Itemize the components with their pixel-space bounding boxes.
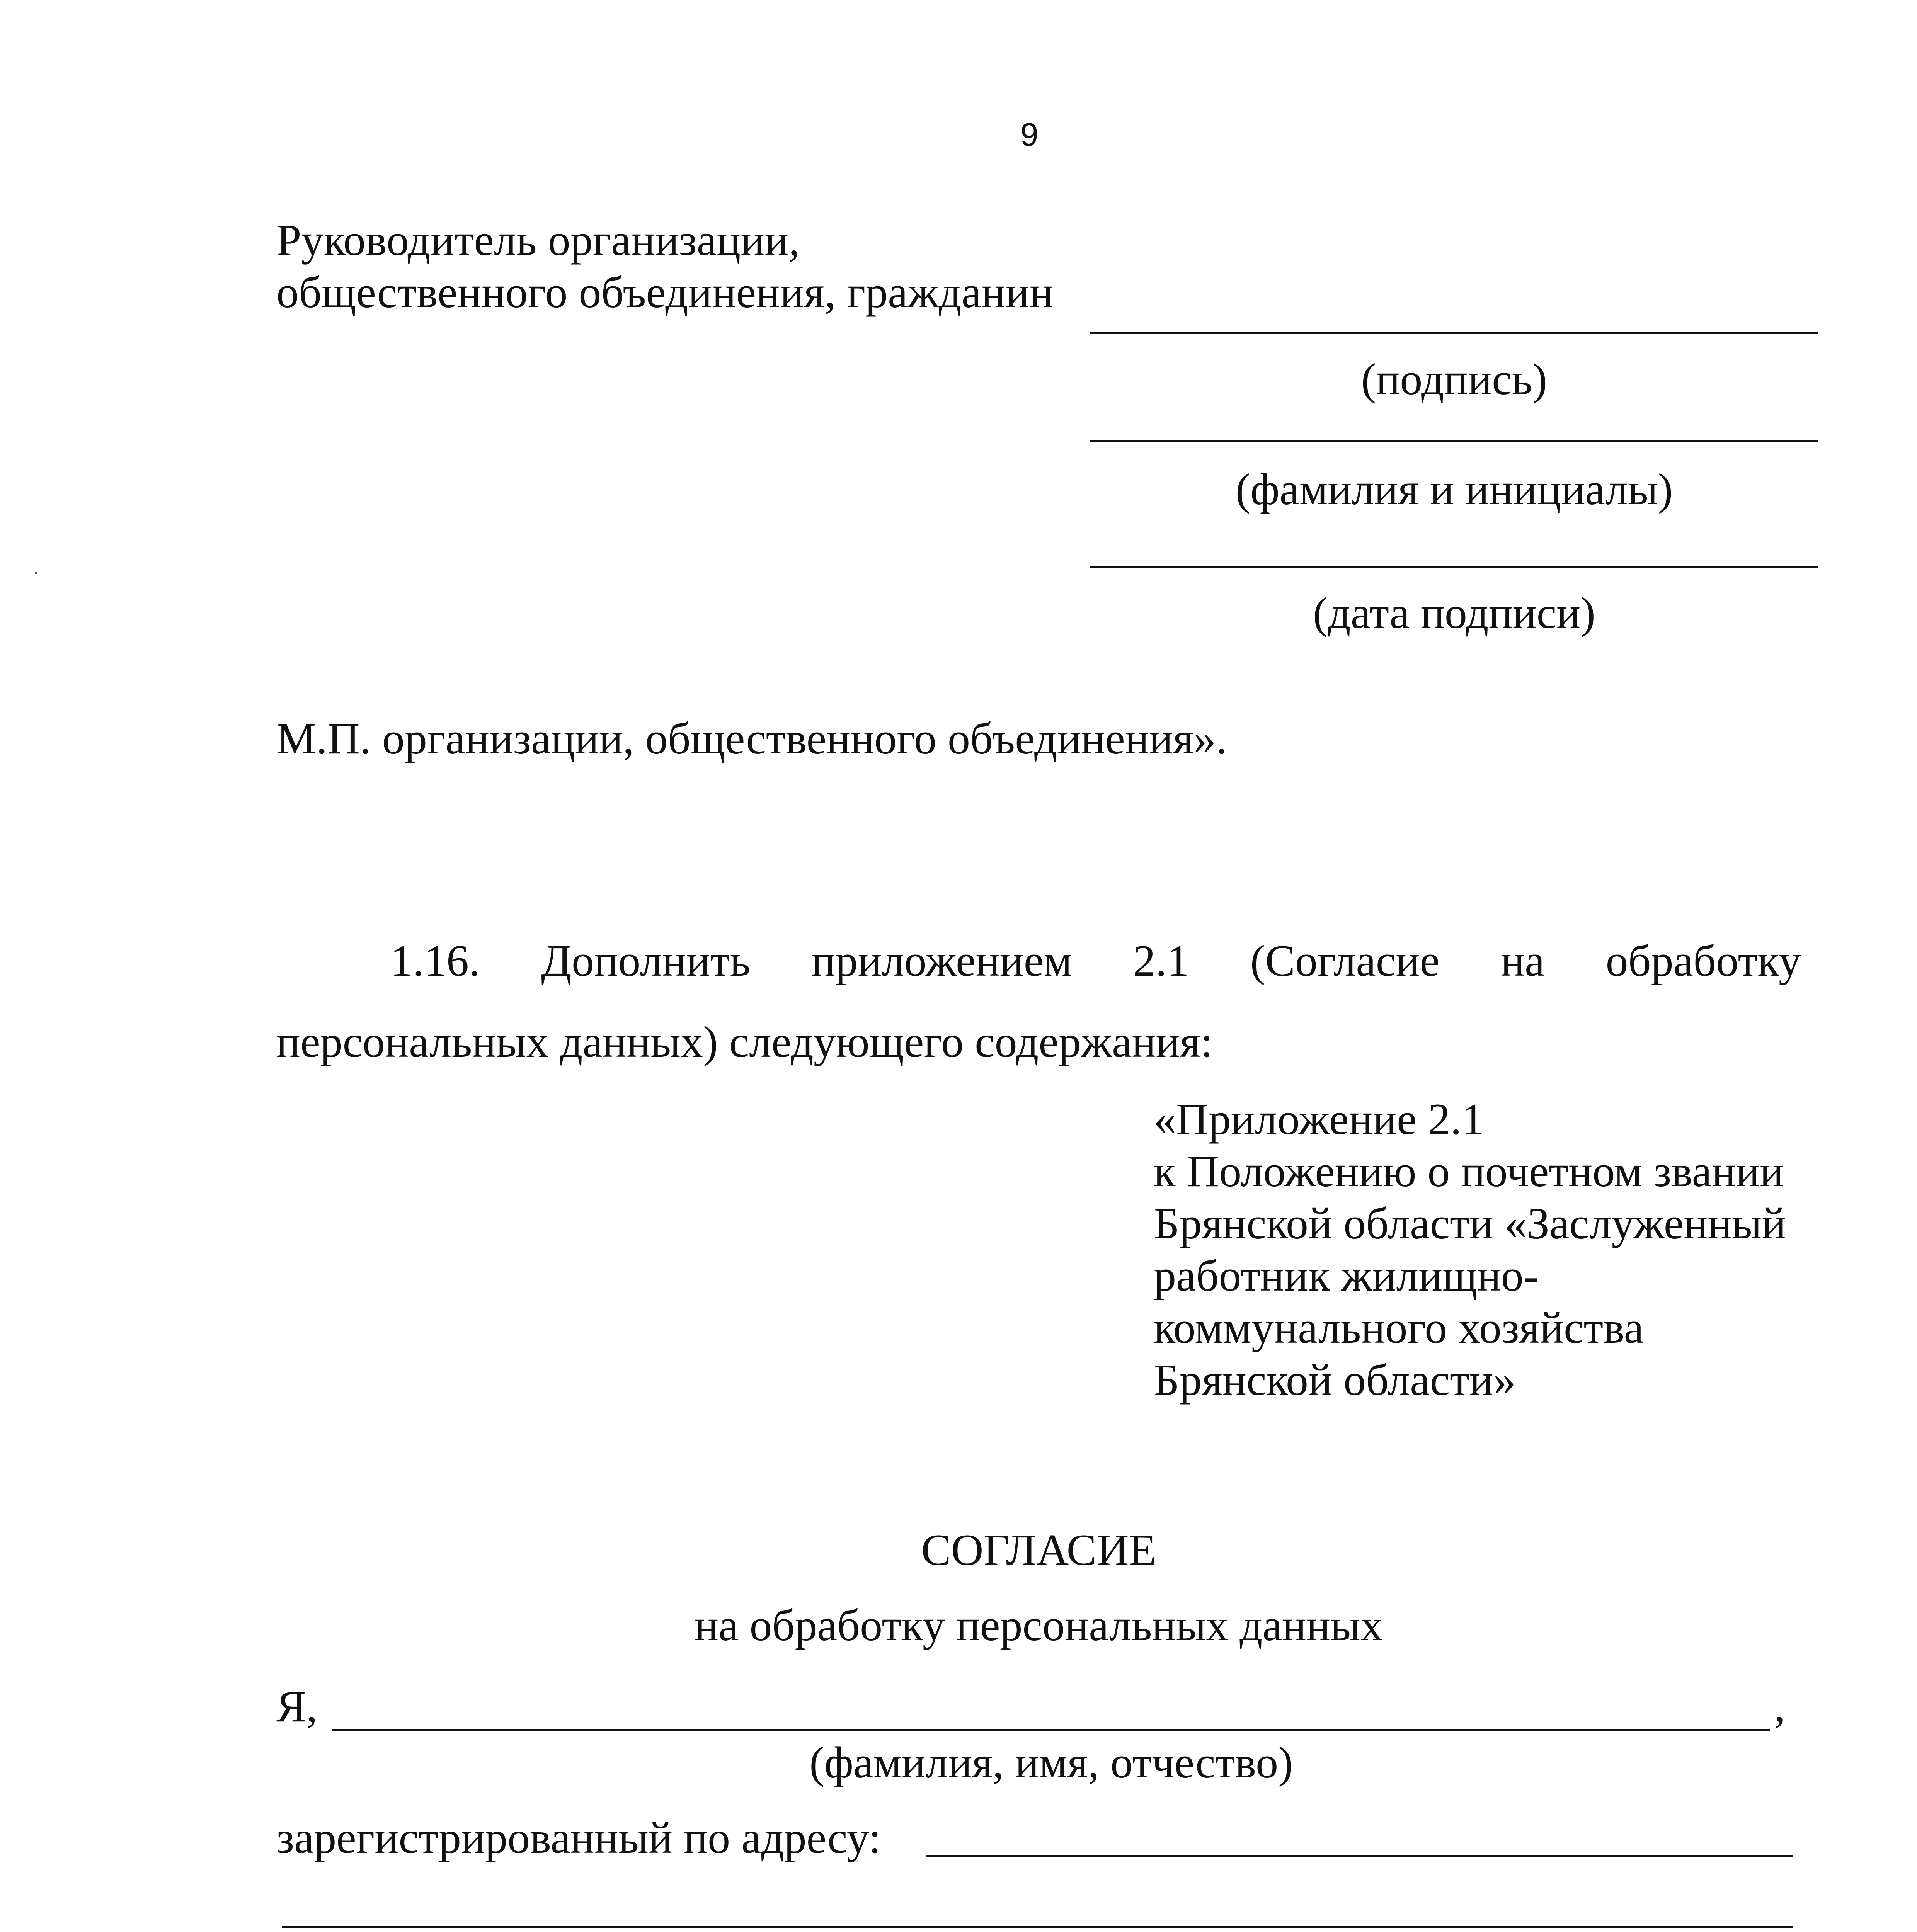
appendix-header-line: Брянской области «Заслуженный: [1154, 1199, 1786, 1248]
appendix-header-line: «Приложение 2.1: [1154, 1095, 1484, 1144]
signature-caption: (подпись): [1361, 355, 1548, 404]
name-line: [1090, 440, 1818, 442]
stamp-note: М.П. организации, общественного объединения».: [276, 714, 1227, 764]
signatory-role-line2: общественного объединения, гражданин: [276, 268, 1054, 317]
appendix-header: [1154, 1094, 1786, 1406]
appendix-header-line: к Положению о почетном звании: [1154, 1147, 1784, 1196]
i-comma: ,: [1774, 1682, 1785, 1731]
registered-address-line2: [282, 1926, 1793, 1928]
date-caption: (дата подписи): [1313, 588, 1595, 638]
fio-line: [332, 1729, 1770, 1731]
fio-caption: (фамилия, имя, отчество): [809, 1738, 1293, 1787]
registered-address-line: [926, 1855, 1793, 1857]
scan-artifact: [35, 572, 37, 574]
appendix-header-line: работник жилищно-: [1154, 1251, 1539, 1301]
appendix-header-line: Брянской области»: [1154, 1355, 1516, 1405]
consent-subtitle: на обработку персональных данных: [694, 1601, 1383, 1650]
signature-line: [1090, 332, 1818, 334]
date-line: [1090, 566, 1818, 568]
amendment-line1: 1.16. Дополнить приложением 2.1 (Согласие на обработку: [390, 936, 1801, 986]
signatory-role-line1: Руководитель организации,: [276, 216, 800, 265]
registered-label: зарегистрированный по адресу:: [276, 1813, 881, 1863]
name-caption: (фамилия и инициалы): [1235, 465, 1673, 514]
page-number: 9: [1020, 116, 1039, 153]
amendment-line2: персональных данных) следующего содержания:: [276, 1017, 1213, 1067]
appendix-header-line: коммунального хозяйства: [1154, 1303, 1644, 1353]
consent-title: СОГЛАСИЕ: [921, 1526, 1156, 1575]
i-label: Я,: [276, 1682, 318, 1731]
